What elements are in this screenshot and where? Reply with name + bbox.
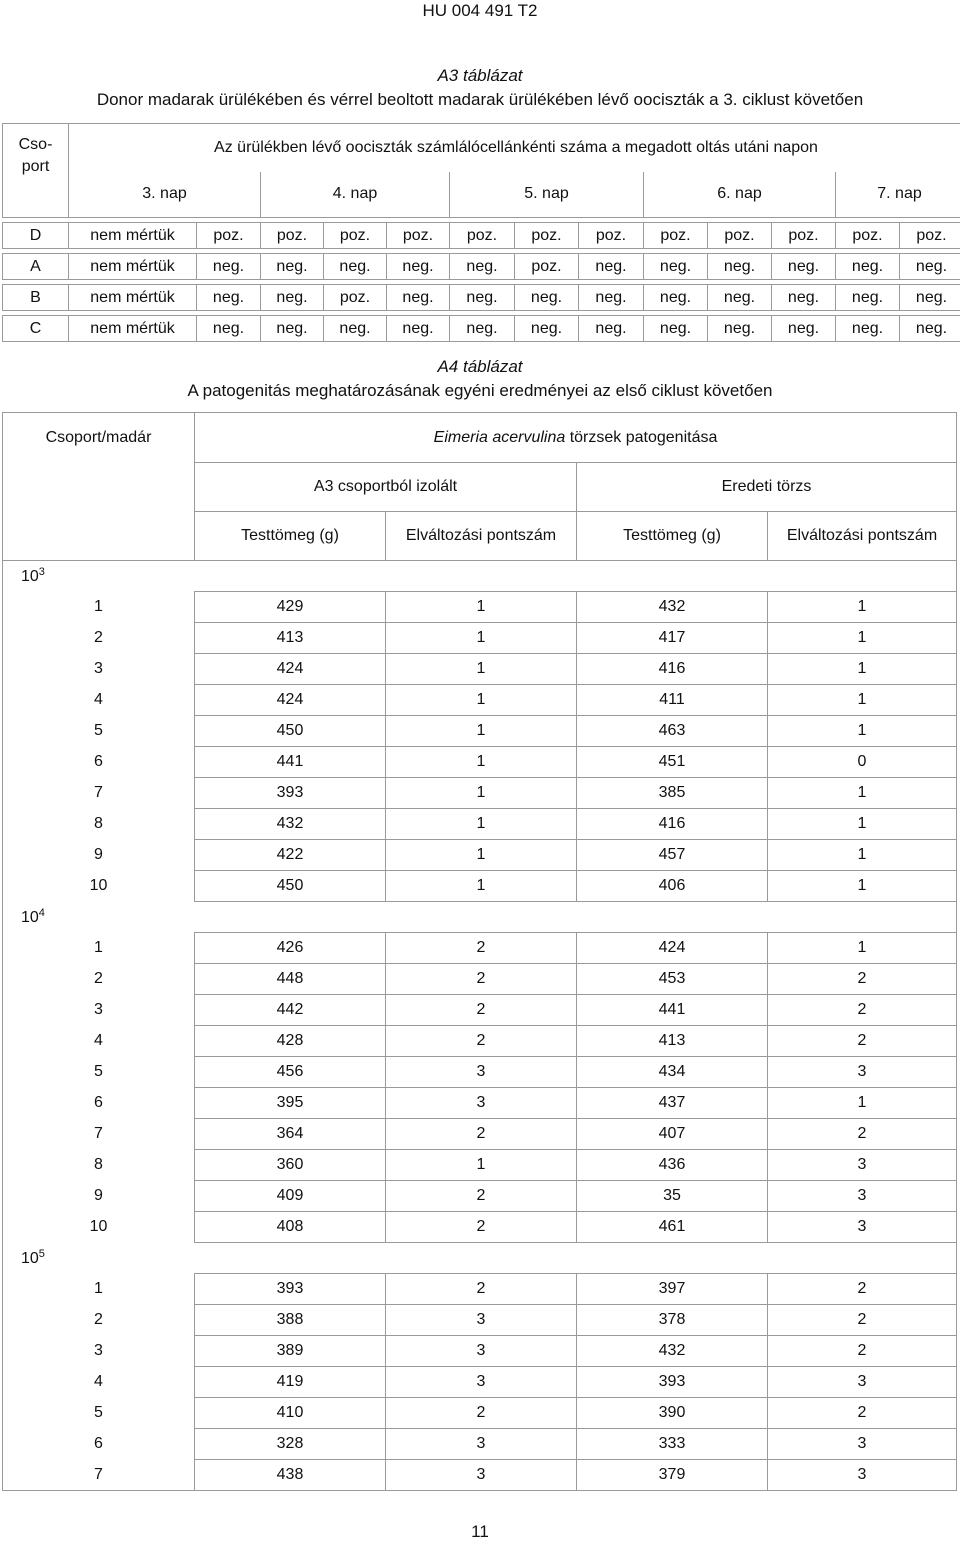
a4-dose-group-row: [3, 561, 957, 592]
a4-value-cell: 379: [577, 1460, 768, 1491]
a4-value-cell: 407: [577, 1119, 768, 1150]
a3-first-cell: nem mértük: [69, 254, 197, 280]
a4-value-cell: 360: [195, 1150, 386, 1181]
table-row: [3, 1150, 957, 1181]
table-row: [3, 1057, 957, 1088]
a4-value-cell: 3: [768, 1212, 957, 1243]
a3-value-cell: poz.: [708, 223, 772, 249]
a3-group-cell: C: [3, 316, 69, 342]
a4-value-cell: 406: [577, 871, 768, 902]
a3-value-cell: poz.: [324, 223, 387, 249]
a4-span-header-rest: törzsek patogenitása: [565, 429, 717, 446]
a4-value-cell: 432: [195, 809, 386, 840]
a4-value-cell: 1: [768, 592, 957, 623]
a4-value-cell: 408: [195, 1212, 386, 1243]
a3-value-cell: neg.: [197, 254, 261, 280]
a4-value-cell: 411: [577, 685, 768, 716]
a4-bird-number: 5: [3, 1057, 195, 1088]
a3-value-cell: poz.: [387, 223, 450, 249]
a4-value-cell: 438: [195, 1460, 386, 1491]
a4-value-cell: 395: [195, 1088, 386, 1119]
a3-value-cell: neg.: [387, 316, 450, 342]
table-row: [3, 685, 957, 716]
a4-value-cell: 434: [577, 1057, 768, 1088]
a4-value-cell: 448: [195, 964, 386, 995]
a4-value-cell: 2: [386, 995, 577, 1026]
a4-value-cell: 450: [195, 871, 386, 902]
dose-base: 10: [21, 568, 39, 585]
a3-value-cell: neg.: [387, 285, 450, 311]
table-a3-caption: [0, 64, 960, 112]
a3-day-4: 4. nap: [261, 172, 450, 218]
a4-value-cell: 1: [386, 747, 577, 778]
table-row: [3, 316, 960, 342]
table-row: [3, 285, 960, 311]
a4-bird-number: 10: [3, 871, 195, 902]
a3-value-cell: poz.: [197, 223, 261, 249]
a4-value-cell: 2: [386, 1274, 577, 1305]
a4-group-header: Csoport/madár: [3, 413, 195, 561]
a3-value-cell: neg.: [261, 316, 324, 342]
table-row: [3, 1274, 957, 1305]
a4-value-cell: 442: [195, 995, 386, 1026]
a3-group-cell: B: [3, 285, 69, 311]
table-row: [3, 1460, 957, 1491]
table-row: [3, 1336, 957, 1367]
a4-value-cell: 378: [577, 1305, 768, 1336]
a4-bird-number: 3: [3, 654, 195, 685]
a3-value-cell: poz.: [772, 223, 836, 249]
a4-value-cell: 413: [195, 623, 386, 654]
table-row: [3, 1181, 957, 1212]
a4-value-cell: 441: [577, 995, 768, 1026]
a4-bird-number: 1: [3, 592, 195, 623]
a4-value-cell: 417: [577, 623, 768, 654]
a3-value-cell: poz.: [900, 223, 960, 249]
a4-value-cell: 2: [768, 1026, 957, 1057]
table-row: [3, 223, 960, 249]
table-row: [3, 778, 957, 809]
a4-value-cell: 2: [768, 1274, 957, 1305]
a4-value-cell: 1: [768, 685, 957, 716]
table-row: [3, 592, 957, 623]
a4-value-cell: 393: [195, 778, 386, 809]
a3-value-cell: neg.: [450, 316, 515, 342]
a4-bird-number: 9: [3, 840, 195, 871]
a3-value-cell: neg.: [900, 254, 960, 280]
a3-value-cell: neg.: [450, 285, 515, 311]
a4-value-cell: 1: [386, 840, 577, 871]
a4-value-cell: 437: [577, 1088, 768, 1119]
table-row: [3, 1429, 957, 1460]
a4-value-cell: 1: [386, 809, 577, 840]
dose-base: 10: [21, 909, 39, 926]
a3-value-cell: neg.: [708, 316, 772, 342]
a4-value-cell: 441: [195, 747, 386, 778]
a4-value-cell: 1: [768, 716, 957, 747]
a4-value-cell: 457: [577, 840, 768, 871]
a4-value-cell: 35: [577, 1181, 768, 1212]
a3-value-cell: neg.: [197, 285, 261, 311]
a4-dose-group-row: [3, 902, 957, 933]
a4-bird-number: 2: [3, 623, 195, 654]
a4-value-cell: 2: [768, 1305, 957, 1336]
a3-day-7: 7. nap: [836, 172, 960, 218]
a4-value-cell: 1: [386, 685, 577, 716]
a4-value-cell: 1: [386, 1150, 577, 1181]
a4-bird-number: 7: [3, 1119, 195, 1150]
dose-label: [3, 902, 957, 933]
a4-value-cell: 2: [386, 1119, 577, 1150]
a4-value-cell: 333: [577, 1429, 768, 1460]
a4-bird-number: 5: [3, 716, 195, 747]
dose-exponent: 5: [39, 1248, 45, 1260]
a4-col-lesion-score: Elváltozási pontszám: [386, 512, 577, 561]
a3-value-cell: neg.: [644, 316, 708, 342]
a4-value-cell: 1: [386, 871, 577, 902]
a3-value-cell: poz.: [515, 254, 579, 280]
a3-day-3: 3. nap: [69, 172, 261, 218]
a3-span-header: Az ürülékben lévő oociszták számlálócellánkénti száma a megadott oltás utáni napon: [69, 124, 960, 172]
dose-label: [3, 1243, 957, 1274]
a4-value-cell: 3: [768, 1181, 957, 1212]
table-row: [3, 654, 957, 685]
a4-bird-number: 10: [3, 1212, 195, 1243]
a3-value-cell: neg.: [708, 254, 772, 280]
a3-day-6: 6. nap: [644, 172, 836, 218]
a3-value-cell: neg.: [450, 254, 515, 280]
a3-value-cell: neg.: [900, 285, 960, 311]
a4-value-cell: 419: [195, 1367, 386, 1398]
a4-value-cell: 432: [577, 1336, 768, 1367]
a3-value-cell: neg.: [772, 316, 836, 342]
table-row: [3, 1026, 957, 1057]
a4-value-cell: 3: [768, 1460, 957, 1491]
a4-value-cell: 451: [577, 747, 768, 778]
a3-value-cell: poz.: [261, 223, 324, 249]
a3-value-cell: neg.: [772, 254, 836, 280]
a4-species-name: Eimeria acervulina: [434, 429, 566, 446]
a4-bird-number: 2: [3, 964, 195, 995]
table-row: [3, 1398, 957, 1429]
a4-col-body-weight: Testtömeg (g): [577, 512, 768, 561]
a3-value-cell: neg.: [197, 316, 261, 342]
a3-value-cell: neg.: [644, 254, 708, 280]
a3-value-cell: neg.: [261, 254, 324, 280]
table-row: [3, 1088, 957, 1119]
table-a3-subtitle: Donor madarak ürülékében és vérrel beoltott madarak ürülékében lévő oociszták a 3. ciklust követően: [0, 88, 960, 112]
a4-value-cell: 1: [768, 871, 957, 902]
a4-value-cell: 409: [195, 1181, 386, 1212]
dose-exponent: 4: [39, 907, 45, 919]
a4-value-cell: 1: [386, 716, 577, 747]
a4-value-cell: 393: [195, 1274, 386, 1305]
a4-bird-number: 8: [3, 809, 195, 840]
dose-base: 10: [21, 1250, 39, 1267]
table-row: [3, 254, 960, 280]
a4-value-cell: 428: [195, 1026, 386, 1057]
a4-value-cell: 3: [386, 1460, 577, 1491]
table-row: [3, 623, 957, 654]
table-a3-title: A3 táblázat: [0, 64, 960, 88]
a4-bird-number: 6: [3, 747, 195, 778]
a4-value-cell: 2: [768, 964, 957, 995]
a3-value-cell: neg.: [579, 285, 644, 311]
a4-value-cell: 416: [577, 809, 768, 840]
a4-value-cell: 2: [768, 995, 957, 1026]
a4-bird-number: 9: [3, 1181, 195, 1212]
table-row: [3, 1305, 957, 1336]
a3-group-cell: D: [3, 223, 69, 249]
table-row: [3, 1212, 957, 1243]
table-a4: [2, 412, 957, 1491]
page-number: 11: [0, 1522, 960, 1542]
table-row: [3, 1367, 957, 1398]
table-row: [3, 716, 957, 747]
a4-value-cell: 389: [195, 1336, 386, 1367]
a4-value-cell: 426: [195, 933, 386, 964]
a4-value-cell: 424: [577, 933, 768, 964]
a4-value-cell: 2: [386, 964, 577, 995]
a4-value-cell: 3: [768, 1150, 957, 1181]
a3-first-cell: nem mértük: [69, 223, 197, 249]
a4-value-cell: 432: [577, 592, 768, 623]
a4-value-cell: 461: [577, 1212, 768, 1243]
table-row: [3, 995, 957, 1026]
a4-value-cell: 393: [577, 1367, 768, 1398]
a4-bird-number: 4: [3, 1026, 195, 1057]
table-a4-subtitle: A patogenitás meghatározásának egyéni eredményei az első ciklust követően: [0, 379, 960, 403]
a4-value-cell: 1: [386, 654, 577, 685]
a4-dose-group-row: [3, 1243, 957, 1274]
a4-value-cell: 1: [386, 592, 577, 623]
table-a3: [2, 123, 960, 342]
table-row: [3, 933, 957, 964]
a4-bird-number: 4: [3, 685, 195, 716]
a4-span-header: [195, 413, 957, 463]
a3-value-cell: neg.: [644, 285, 708, 311]
a4-value-cell: 2: [768, 1119, 957, 1150]
a4-value-cell: 3: [768, 1429, 957, 1460]
a4-value-cell: 2: [386, 1181, 577, 1212]
a4-value-cell: 422: [195, 840, 386, 871]
a3-value-cell: neg.: [836, 254, 900, 280]
a4-bird-number: 1: [3, 933, 195, 964]
a4-value-cell: 1: [768, 933, 957, 964]
a4-value-cell: 450: [195, 716, 386, 747]
a4-value-cell: 0: [768, 747, 957, 778]
a3-group-header: Cso- port: [3, 124, 69, 218]
a3-value-cell: neg.: [772, 285, 836, 311]
a4-value-cell: 1: [768, 1088, 957, 1119]
a4-value-cell: 1: [768, 654, 957, 685]
table-row: [3, 840, 957, 871]
a4-value-cell: 385: [577, 778, 768, 809]
a4-value-cell: 1: [768, 623, 957, 654]
a4-value-cell: 463: [577, 716, 768, 747]
a3-value-cell: neg.: [900, 316, 960, 342]
a4-value-cell: 1: [768, 809, 957, 840]
a4-value-cell: 1: [768, 778, 957, 809]
a4-value-cell: 388: [195, 1305, 386, 1336]
a4-value-cell: 2: [386, 1212, 577, 1243]
a4-bird-number: 5: [3, 1398, 195, 1429]
a4-value-cell: 328: [195, 1429, 386, 1460]
a4-bird-number: 8: [3, 1150, 195, 1181]
a4-value-cell: 410: [195, 1398, 386, 1429]
a4-bird-number: 7: [3, 778, 195, 809]
a4-bird-number: 3: [3, 995, 195, 1026]
a3-first-cell: nem mértük: [69, 316, 197, 342]
document-id: HU 004 491 T2: [0, 0, 960, 22]
a4-col-lesion-score: Elváltozási pontszám: [768, 512, 957, 561]
a4-value-cell: 424: [195, 685, 386, 716]
a3-day-5: 5. nap: [450, 172, 644, 218]
a4-value-cell: 413: [577, 1026, 768, 1057]
a4-value-cell: 436: [577, 1150, 768, 1181]
table-row: [3, 964, 957, 995]
a4-value-cell: 1: [386, 623, 577, 654]
a4-value-cell: 3: [386, 1429, 577, 1460]
a4-bird-number: 6: [3, 1429, 195, 1460]
a4-value-cell: 429: [195, 592, 386, 623]
a4-value-cell: 3: [768, 1367, 957, 1398]
a3-value-cell: neg.: [579, 254, 644, 280]
a3-value-cell: poz.: [579, 223, 644, 249]
a4-value-cell: 364: [195, 1119, 386, 1150]
a4-bird-number: 2: [3, 1305, 195, 1336]
a3-value-cell: neg.: [324, 316, 387, 342]
a3-days-row: [3, 172, 960, 218]
a4-value-cell: 416: [577, 654, 768, 685]
a4-value-cell: 424: [195, 654, 386, 685]
a4-value-cell: 397: [577, 1274, 768, 1305]
table-a4-caption: [0, 355, 960, 403]
a3-value-cell: neg.: [387, 254, 450, 280]
table-row: [3, 809, 957, 840]
a4-value-cell: 3: [386, 1305, 577, 1336]
a4-value-cell: 2: [386, 933, 577, 964]
a3-value-cell: poz.: [644, 223, 708, 249]
a4-bird-number: 7: [3, 1460, 195, 1491]
a4-bird-number: 1: [3, 1274, 195, 1305]
a4-value-cell: 3: [386, 1367, 577, 1398]
a4-value-cell: 3: [386, 1336, 577, 1367]
a3-value-cell: poz.: [836, 223, 900, 249]
a3-value-cell: neg.: [261, 285, 324, 311]
table-row: [3, 871, 957, 902]
a4-sub-a3-isolated: A3 csoportból izolált: [195, 463, 577, 512]
a3-value-cell: neg.: [515, 316, 579, 342]
a4-sub-original-strain: Eredeti törzs: [577, 463, 957, 512]
a3-value-cell: poz.: [450, 223, 515, 249]
a4-value-cell: 456: [195, 1057, 386, 1088]
table-row: [3, 1119, 957, 1150]
a3-value-cell: neg.: [708, 285, 772, 311]
a4-value-cell: 3: [386, 1057, 577, 1088]
a4-value-cell: 2: [386, 1026, 577, 1057]
dose-label: [3, 561, 957, 592]
a4-value-cell: 453: [577, 964, 768, 995]
a3-value-cell: neg.: [836, 316, 900, 342]
a3-value-cell: neg.: [324, 254, 387, 280]
a4-value-cell: 3: [768, 1057, 957, 1088]
a4-value-cell: 2: [768, 1336, 957, 1367]
a4-value-cell: 390: [577, 1398, 768, 1429]
a4-bird-number: 3: [3, 1336, 195, 1367]
a4-value-cell: 3: [386, 1088, 577, 1119]
a4-bird-number: 6: [3, 1088, 195, 1119]
a3-first-cell: nem mértük: [69, 285, 197, 311]
table-row: [3, 747, 957, 778]
a3-value-cell: neg.: [579, 316, 644, 342]
a4-value-cell: 2: [768, 1398, 957, 1429]
a4-col-body-weight: Testtömeg (g): [195, 512, 386, 561]
a3-value-cell: poz.: [515, 223, 579, 249]
a4-value-cell: 1: [768, 840, 957, 871]
a3-value-cell: poz.: [324, 285, 387, 311]
dose-exponent: 3: [39, 566, 45, 578]
a4-bird-number: 4: [3, 1367, 195, 1398]
table-a4-title: A4 táblázat: [0, 355, 960, 379]
a3-group-cell: A: [3, 254, 69, 280]
a4-value-cell: 2: [386, 1398, 577, 1429]
a3-value-cell: neg.: [836, 285, 900, 311]
a3-value-cell: neg.: [515, 285, 579, 311]
a4-value-cell: 1: [386, 778, 577, 809]
